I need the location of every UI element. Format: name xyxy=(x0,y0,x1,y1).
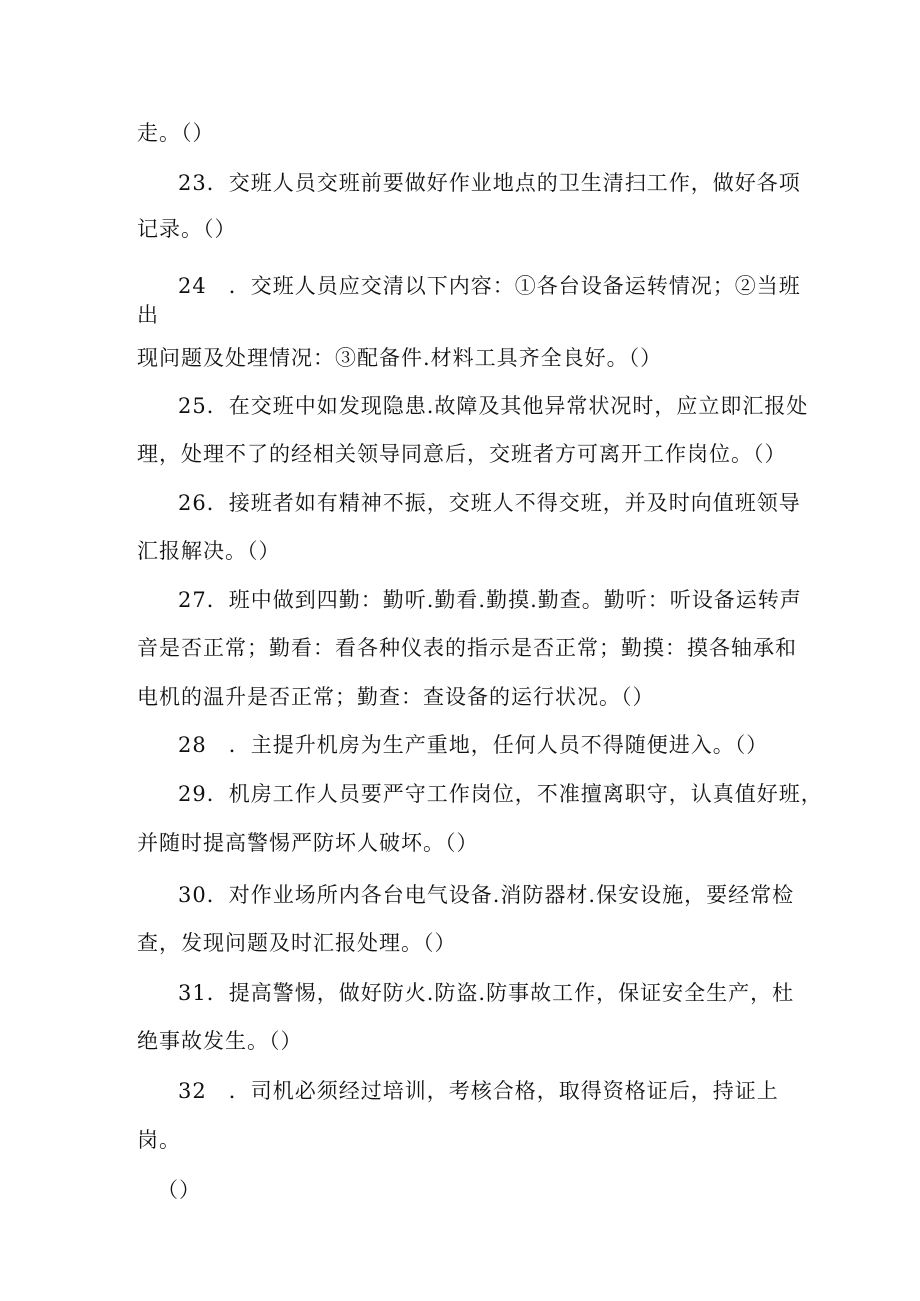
text-line: 26．接班者如有精神不振，交班人不得交班，并及时向值班领导 xyxy=(178,491,801,515)
text-line: 31．提高警惕，做好防火.防盗.防事故工作，保证安全生产，杜 xyxy=(178,981,795,1005)
text-line: 现问题及处理情况：③配备件.材料工具齐全良好。（） xyxy=(137,346,663,370)
text-line: （） xyxy=(157,1178,201,1202)
text-line: 并随时提高警惕严防坏人破坏。（） xyxy=(137,831,479,855)
text-line: 汇报解决。（） xyxy=(137,539,281,563)
text-line: 电机的温升是否正常；勤查：查设备的运行状况。（） xyxy=(137,685,655,709)
text-line: 25．在交班中如发现隐患.故障及其他异常状况时，应立即汇报处 xyxy=(178,394,809,418)
text-line: 32 ．司机必须经过培训，考核合格，取得资格证后，持证上 xyxy=(178,1079,779,1103)
text-line: 走。（） xyxy=(137,121,215,145)
text-line: 29．机房工作人员要严守工作岗位，不准擅离职守，认真值好班， xyxy=(178,782,823,806)
text-line: 30．对作业场所内各台电气设备.消防器材.保安设施，要经常检 xyxy=(178,883,795,907)
text-line: 出 xyxy=(137,303,159,327)
text-line: 理，处理不了的经相关领导同意后，交班者方可离开工作岗位。（） xyxy=(137,442,787,466)
text-line: 绝事故发生。（） xyxy=(137,1029,303,1053)
text-line: 岗。 xyxy=(137,1128,181,1152)
text-line: 记录。（） xyxy=(137,217,237,241)
text-line: 28 ．主提升机房为生产重地，任何人员不得随便进入。（） xyxy=(178,733,769,757)
text-line: 查，发现问题及时汇报处理。（） xyxy=(137,931,457,955)
text-line: 23．交班人员交班前要做好作业地点的卫生清扫工作，做好各项 xyxy=(178,171,801,195)
text-line: 24 ．交班人员应交清以下内容：①各台设备运转情况；②当班 xyxy=(178,274,801,298)
text-line: 27．班中做到四勤：勤听.勤看.勤摸.勤查。勤听：听设备运转声 xyxy=(178,588,802,612)
text-line: 音是否正常；勤看：看各种仪表的指示是否正常；勤摸：摸各轴承和 xyxy=(137,636,797,660)
